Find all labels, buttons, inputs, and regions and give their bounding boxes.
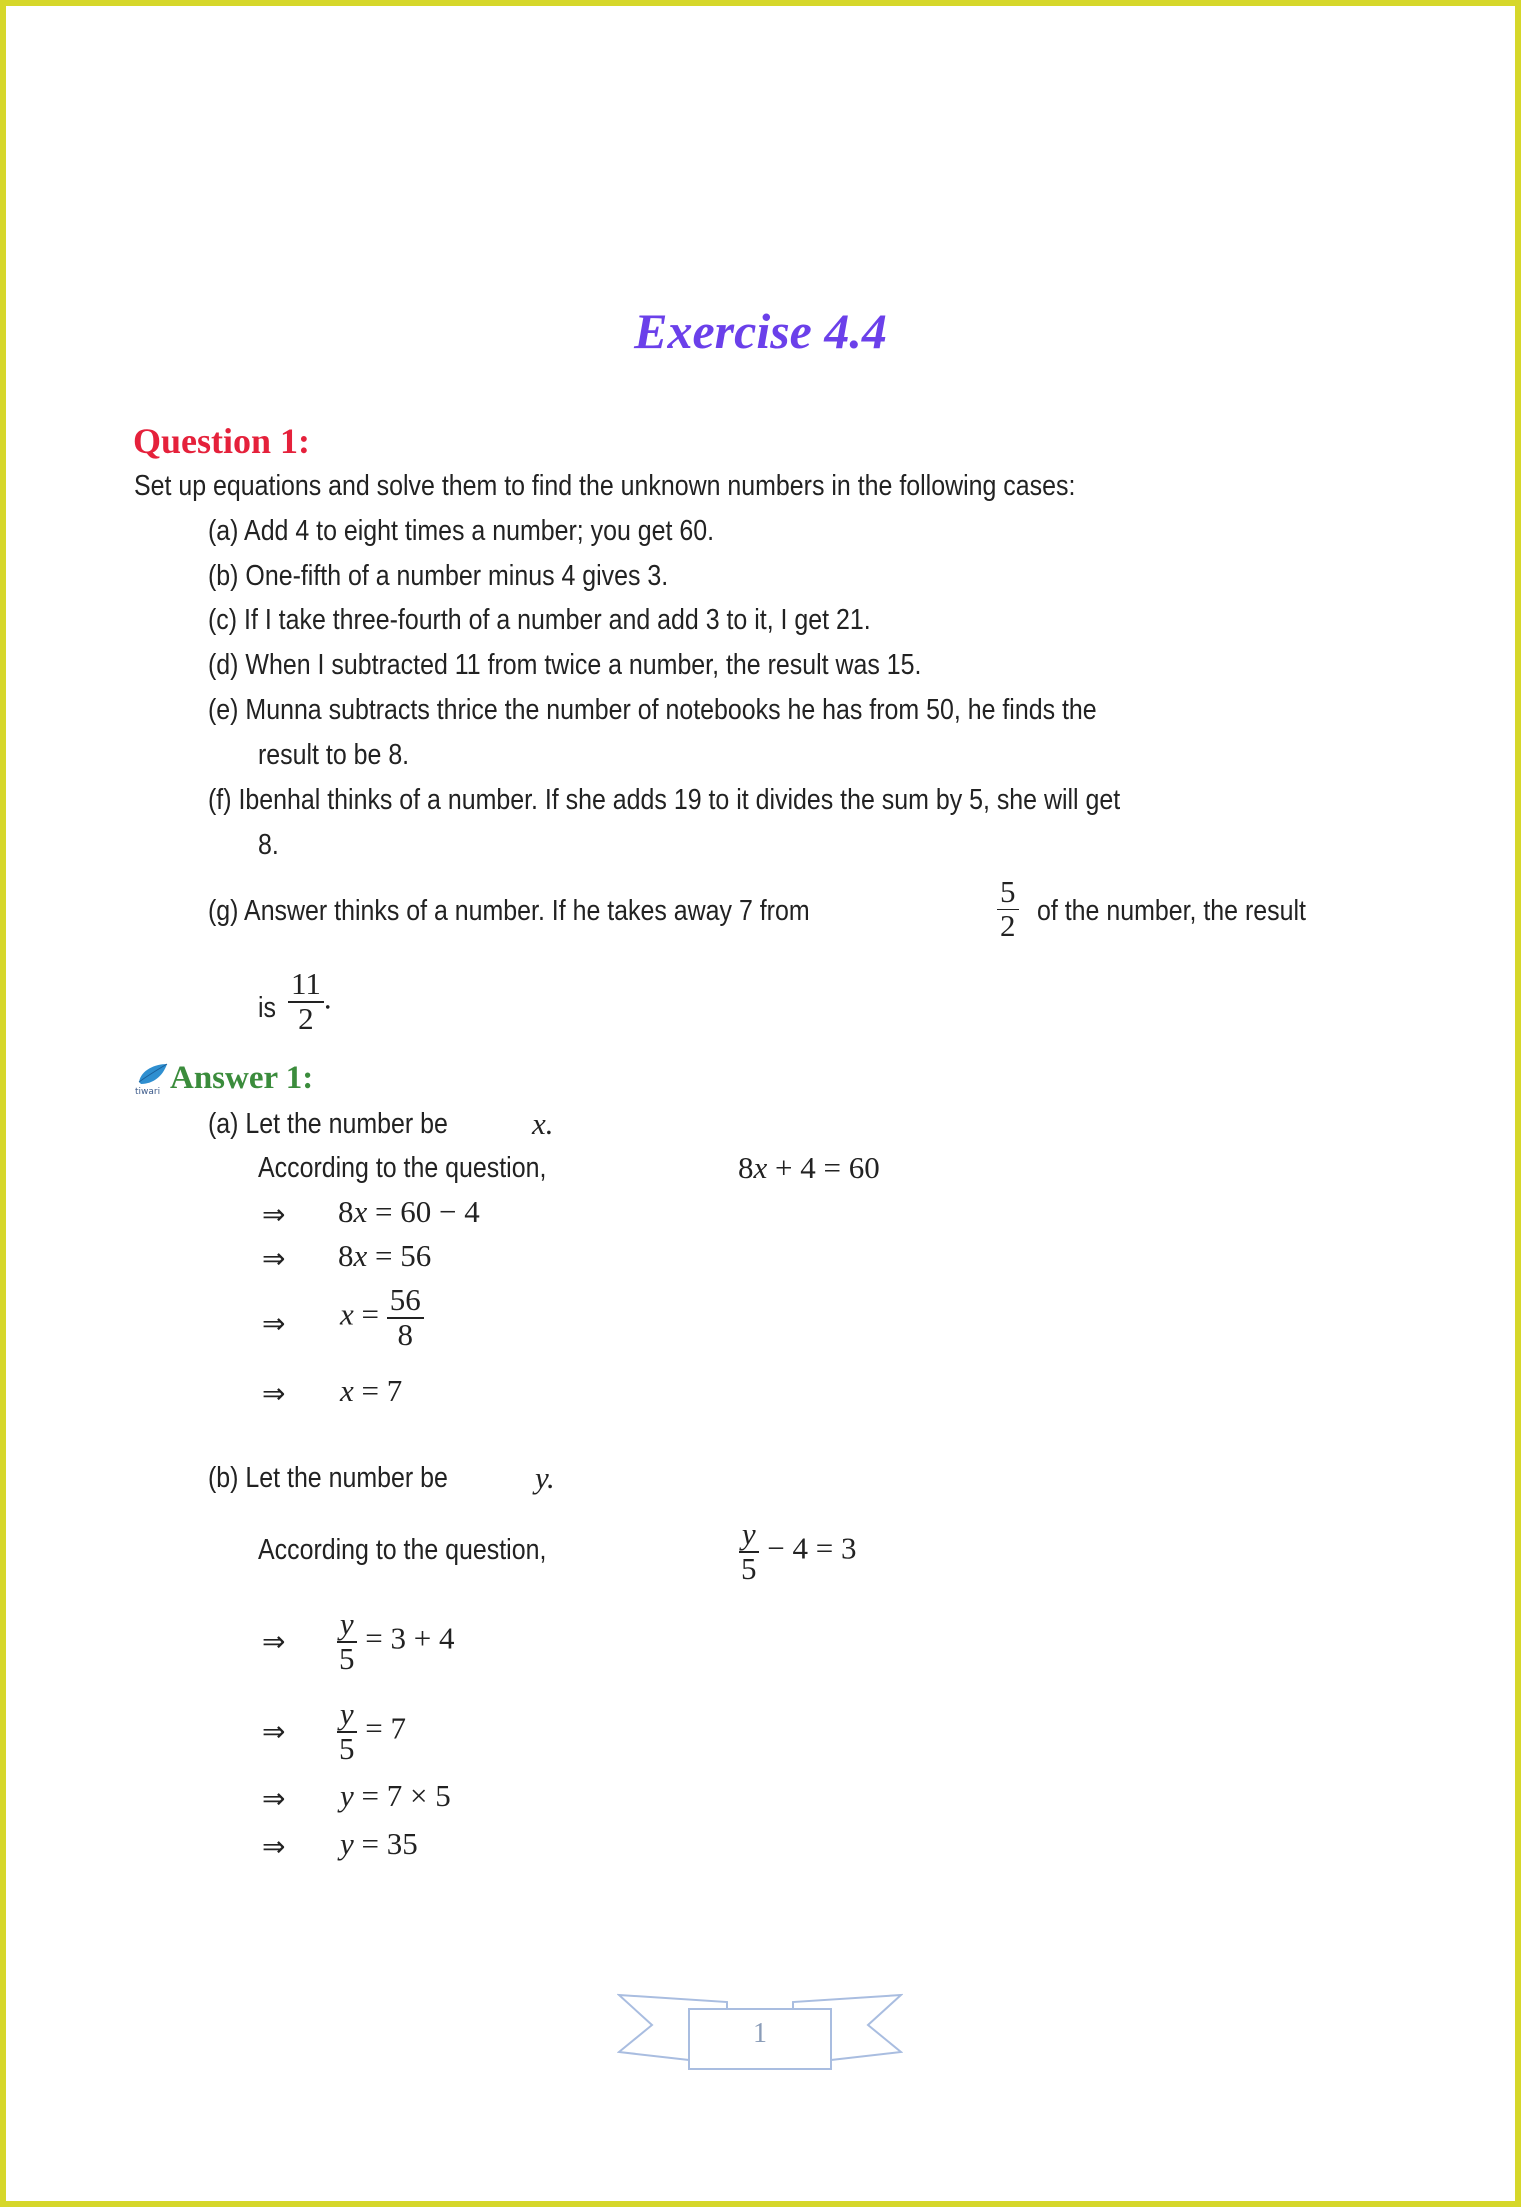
item-label: (g): [208, 895, 239, 927]
answer-a-step-1: 8x = 60 − 4: [338, 1194, 480, 1229]
question-item-e-cont: result to be 8.: [258, 739, 410, 771]
answer-b-step-1: $\frac{y}{5}$ = 3 + 4: [336, 1608, 454, 1675]
answer-a-let: (a) Let the number be: [208, 1108, 448, 1140]
answer-b-according: According to the question,: [258, 1534, 547, 1566]
answer-a-step-3: x = $\frac{56}{8}$: [340, 1284, 424, 1351]
item-label: (a): [208, 515, 239, 547]
item-label: (f): [208, 784, 232, 816]
item-text: Answer thinks of a number. If he takes away 7 from: [244, 895, 810, 927]
question-item-g: [208, 895, 810, 928]
svg-text:tiwari: tiwari: [135, 1087, 161, 1096]
item-text: Ibenhal thinks of a number. If she adds 19 to it divides the sum by 5, she will get: [238, 784, 1121, 816]
tiwari-logo-icon: [133, 1062, 169, 1096]
item-text: When I subtracted 11 from twice a number, the result was 15.: [245, 649, 922, 681]
item-label: (d): [208, 649, 239, 681]
implies-arrow-icon: ⇒: [262, 1377, 286, 1410]
question-item-d: [208, 649, 921, 682]
item-text: Munna subtracts thrice the number of notebooks he has from 50, he finds the: [245, 694, 1097, 726]
page-number: 1: [753, 2018, 767, 2049]
question-item-g-after: of the number, the result: [1037, 895, 1306, 927]
answer-a-var: x.: [532, 1106, 554, 1141]
answer-b-step-2: $\frac{y}{5}$ = 7: [336, 1698, 406, 1765]
question-item-g-cont: is: [258, 992, 277, 1024]
answer-b-let: (b) Let the number be: [208, 1462, 448, 1494]
answer-b-step-4: y = 35: [340, 1826, 418, 1861]
page-title: Exercise 4.4: [634, 303, 887, 359]
item-text: If I take three-fourth of a number and add 3 to it, I get 21.: [244, 604, 871, 636]
implies-arrow-icon: ⇒: [262, 1198, 286, 1231]
answer-a-according: According to the question,: [258, 1152, 547, 1184]
implies-arrow-icon: ⇒: [262, 1715, 286, 1748]
item-text: One-fifth of a number minus 4 gives 3.: [245, 560, 669, 592]
answer-b-equation: $\frac{y}{5}$ − 4 = 3: [738, 1518, 856, 1585]
question-intro: Set up equations and solve them to find the unknown numbers in the following cases:: [134, 470, 1076, 502]
question-item-a: [208, 515, 714, 548]
implies-arrow-icon: ⇒: [262, 1830, 286, 1863]
answer-a-step-2: 8x = 56: [338, 1238, 432, 1273]
item-label: (b): [208, 560, 239, 592]
question-item-f: [208, 784, 1120, 817]
fraction-5-2: $\frac{5}{2}$: [997, 876, 1019, 942]
fraction-11-2: $\frac{11}{2}$ .: [288, 968, 332, 1035]
implies-arrow-icon: ⇒: [262, 1625, 286, 1658]
implies-arrow-icon: ⇒: [262, 1242, 286, 1275]
implies-arrow-icon: ⇒: [262, 1307, 286, 1340]
answer-b-var: y.: [535, 1460, 555, 1495]
question-heading: Question 1:: [133, 421, 311, 461]
item-label: (c): [208, 604, 238, 636]
item-label: (e): [208, 694, 239, 726]
answer-heading: Answer 1:: [170, 1060, 314, 1096]
answer-b-step-3: y = 7 × 5: [340, 1778, 451, 1813]
question-item-f-cont: 8.: [258, 829, 279, 861]
answer-a-equation: 8x + 4 = 60: [738, 1150, 880, 1185]
question-item-b: [208, 560, 668, 593]
implies-arrow-icon: ⇒: [262, 1782, 286, 1815]
question-item-e: [208, 694, 1097, 727]
answer-a-step-4: x = 7: [340, 1373, 403, 1408]
item-text: Add 4 to eight times a number; you get 60.: [244, 515, 715, 547]
question-item-c: [208, 604, 871, 637]
